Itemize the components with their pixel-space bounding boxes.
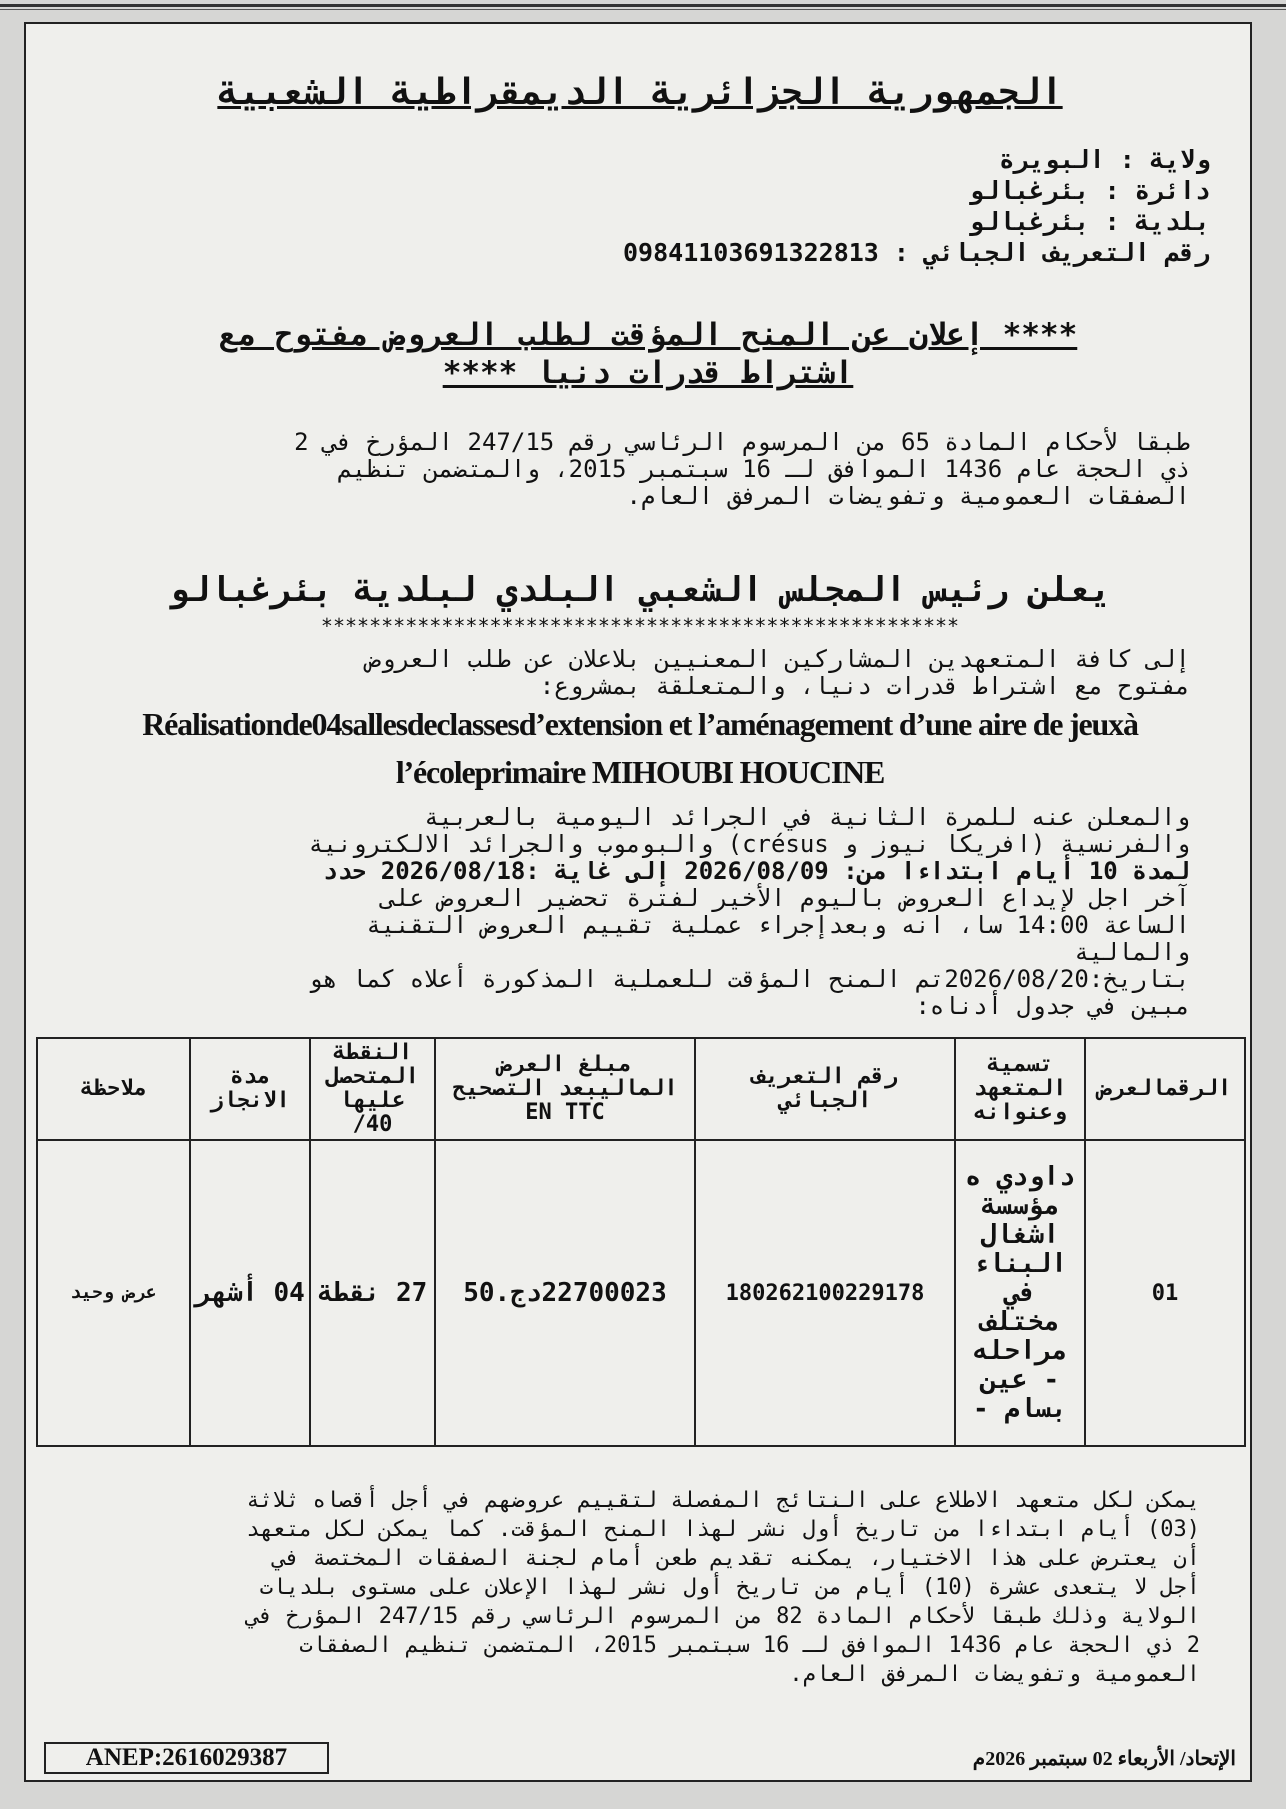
col-bidder-name: تسمية المتعهد وعنوانه <box>955 1038 1085 1140</box>
footer-line: أجل لا يتعدى عشرة (10) أيام من تاريخ أول نشر لهذا الإعلان على مستوى بلديات <box>259 1575 1200 1600</box>
project-title-line-2: l’écoleprimaire MIHOUBI HOUCINE <box>395 754 885 790</box>
mayor-announcement: يعلن رئيس المجلس الشعبي البلدي لبلدية بئرغبالو <box>169 570 1111 610</box>
tax-id-line <box>623 237 1210 268</box>
announcement-line-2: اشتراط قدرات دنيا **** <box>442 355 854 391</box>
publication-line: والمالية <box>1074 938 1190 966</box>
republic-title: الجمهورية الجزائرية الديمقراطية الشعبية <box>217 72 1063 113</box>
cell-bidder-name: داودي ه مؤسسة اشغال البناء في مختلف مراحله - عين بسام - <box>955 1140 1085 1446</box>
stars-separator: ***************************************************** <box>320 614 960 638</box>
cell-amount: 22700023دج.50 <box>435 1140 695 1446</box>
col-offer-number: الرقمالعرض <box>1085 1038 1245 1140</box>
results-table <box>36 1037 1246 1447</box>
table-header-row <box>37 1038 1245 1140</box>
anep-reference: ANEP:2616029387 <box>44 1742 329 1774</box>
intro-paragraph <box>70 646 1190 700</box>
table-row <box>37 1140 1245 1446</box>
issue-date: الإتحاد/ الأربعاء 02 سبتمبر 2026م <box>972 1748 1236 1770</box>
cell-duration: 04 أشهر <box>190 1140 310 1446</box>
cell-offer-number: 01 <box>1085 1140 1245 1446</box>
cell-score: 27 نقطة <box>310 1140 435 1446</box>
footer-line: الولاية وذلك طبقا لأحكام المادة 82 من المرسوم الرئاسي رقم 247/15 المؤرخ في <box>246 1604 1200 1629</box>
publication-line: بتاريخ:2026/08/20تم المنح المؤقت للعملية المذكورة أعلاه كما هو <box>308 965 1190 993</box>
project-title-line-1: Réalisationde04sallesdeclassesd’extension et l’aménagement d’une aire de jeuxà <box>142 706 1138 742</box>
footer-line: أن يعترض على هذا الاختيار، يمكنه تقديم طعن أمام لجنة الصفقات المختصة في <box>272 1546 1200 1571</box>
legal-line: ذي الحجة عام 1436 الموافق لـ 16 سبتمبر 2015، والمتضمن تنظيم <box>337 455 1190 483</box>
publication-line: والفرنسية (افريكا نيوز و crésus) والبوموب والجرائد الالكترونية <box>308 830 1190 858</box>
publication-line: والمعلن عنه للمرة الثانية في الجرائد اليومية بالعربية <box>424 803 1190 831</box>
legal-line: طبقا لأحكام المادة 65 من المرسوم الرئاسي رقم 247/15 المؤرخ في 2 <box>294 428 1190 456</box>
footer-line: يمكن لكل متعهد الاطلاع على النتائج المفصلة لتقييم عروضهم في أجل أقصاه ثلاثة <box>246 1488 1200 1513</box>
publication-paragraph <box>70 804 1190 1020</box>
announcement-title <box>78 316 1218 392</box>
tax-id-value: 09841103691322813 <box>622 238 879 267</box>
wilaya-line: ولاية : البويرة <box>999 145 1210 174</box>
cell-tax-id: 180262100229178 <box>695 1140 955 1446</box>
col-duration: مدة الانجاز <box>190 1038 310 1140</box>
col-amount: مبلغ العرض الماليبعد التصحيح EN TTC <box>435 1038 695 1140</box>
intro-line: مفتوح مع اشتراط قدرات دنيا، والمتعلقة بمشروع: <box>539 672 1190 700</box>
footer-line: 2 ذي الحجة عام 1436 الموافق لـ 16 سبتمبر 2015، المتضمن تنظيم الصفقات <box>299 1633 1200 1658</box>
publication-line: مبين في جدول أدناه: <box>915 992 1190 1020</box>
legal-paragraph <box>70 429 1190 510</box>
legal-line: الصفقات العمومية وتفويضات المرفق العام. <box>626 482 1190 510</box>
col-score: النقطة المتحصل عليها 40/ <box>310 1038 435 1140</box>
cell-note: عرض وحيد <box>37 1140 190 1446</box>
top-rule-thin <box>0 9 1286 10</box>
publication-line: الساعة 14:00 سا، انه وبعدإجراء عملية تقييم العروض التقنية <box>366 911 1190 939</box>
intro-line: إلى كافة المتعهدين المشاركين المعنيين بلاعلان عن طلب العروض <box>366 645 1190 673</box>
publication-line: آخر اجل لإيداع العروض باليوم الأخير لفترة تحضير العروض على <box>380 884 1190 912</box>
tax-id-label: رقم التعريف الجبائي : <box>893 238 1210 267</box>
footer-paragraph <box>70 1486 1200 1689</box>
footer-line: العمومية وتفويضات المرفق العام. <box>789 1662 1200 1687</box>
col-note: ملاحظة <box>37 1038 190 1140</box>
top-rule <box>0 4 1286 7</box>
col-tax-id: رقم التعريف الجبائي <box>695 1038 955 1140</box>
publication-line: لمدة 10 أيام ابتداءا من: 2026/08/09 إلى غاية :2026/08/18 حدد <box>323 857 1190 885</box>
daira-line: دائرة : بئرغبالو <box>969 176 1210 205</box>
announcement-line-1: **** إعلان عن المنح المؤقت لطلب العروض مفتوح مع <box>218 317 1078 353</box>
commune-line: بلدية : بئرغبالو <box>969 207 1210 236</box>
administration-block <box>623 144 1210 268</box>
notice-sheet <box>24 22 1252 1782</box>
footer-line: (03) أيام ابتداءا من تاريخ أول نشر لهذا المنح المؤقت. كما يمكن لكل متعهد <box>246 1517 1200 1542</box>
